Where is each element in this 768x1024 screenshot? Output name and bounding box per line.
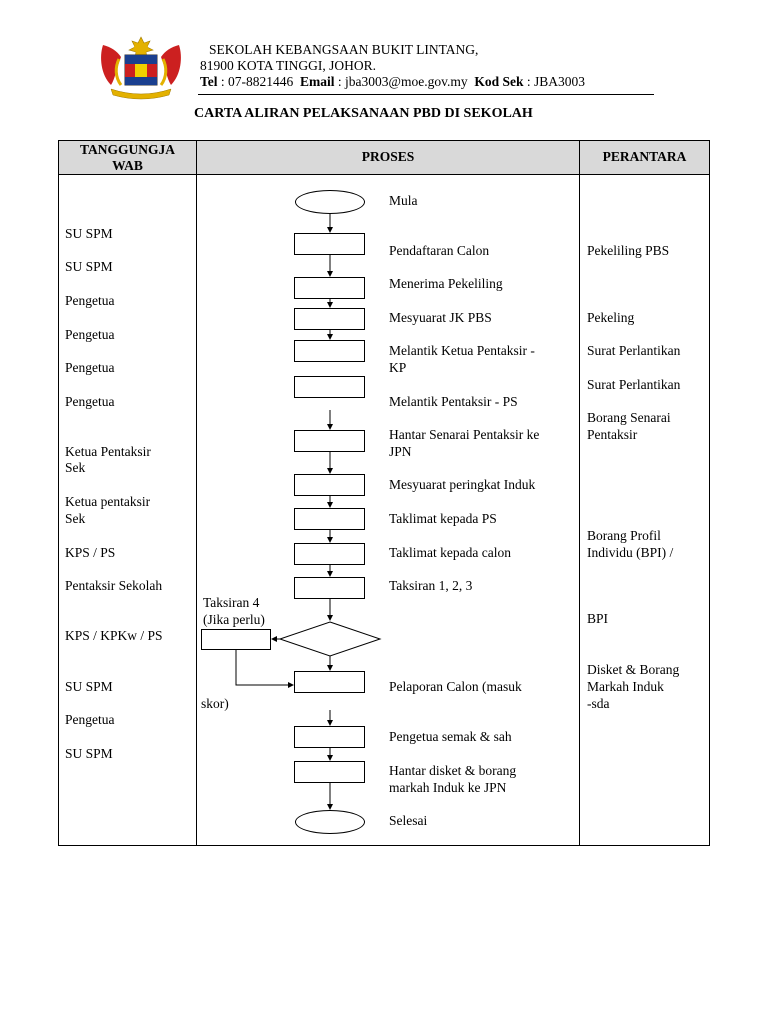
responsible-item: Pengetua (65, 712, 115, 727)
tel-value: : 07-8821446 (220, 74, 294, 89)
step-label: KP (389, 360, 407, 375)
school-name: SEKOLAH KEBANGSAAN BUKIT LINTANG, (209, 42, 479, 57)
step-label: Taklimat kepada calon (389, 545, 512, 560)
col-header-medium: PERANTARA (602, 149, 687, 164)
col-header-responsible-line1: TANGGUNGJA (79, 142, 175, 157)
email-value: : jba3003@moe.gov.my (337, 74, 468, 89)
step-label-continuation: skor) (201, 696, 229, 711)
side-note-line1: Taksiran 4 (203, 595, 260, 610)
medium-item: Pekeling (587, 310, 635, 325)
step-label: Pelaporan Calon (masuk (389, 679, 522, 694)
medium-item: BPI (587, 611, 609, 626)
step-label: JPN (389, 444, 412, 459)
responsible-item: SU SPM (65, 259, 113, 274)
side-note-line2: (Jika perlu) (203, 612, 265, 627)
responsible-item: Sek (65, 511, 86, 526)
responsible-item: SU SPM (65, 746, 113, 761)
medium-item: Individu (BPI) / (587, 545, 674, 560)
tel-label: Tel (200, 74, 218, 89)
decision-diamond (280, 622, 380, 656)
medium-item: Surat Perlantikan (587, 343, 681, 358)
code-label: Kod Sek (474, 74, 524, 89)
responsible-item: Ketua Pentaksir (65, 444, 151, 459)
step-label: Selesai (389, 813, 428, 828)
medium-item: Disket & Borang (587, 662, 680, 677)
col-header-responsible-line2: WAB (112, 158, 143, 173)
medium-item: Borang Senarai (587, 410, 671, 425)
responsible-item: SU SPM (65, 226, 113, 241)
step-label: Melantik Pentaksir - PS (389, 394, 518, 409)
medium-item: Pentaksir (587, 427, 638, 442)
responsible-item: Sek (65, 460, 86, 475)
responsible-item: Pentaksir Sekolah (65, 578, 163, 593)
responsible-item: Pengetua (65, 394, 115, 409)
step-label: markah Induk ke JPN (389, 780, 507, 795)
step-label: Taksiran 1, 2, 3 (389, 578, 473, 593)
responsible-item: Ketua pentaksir (65, 494, 151, 509)
step-label: Pengetua semak & sah (389, 729, 512, 744)
responsible-item: SU SPM (65, 679, 113, 694)
responsible-item: Pengetua (65, 293, 115, 308)
email-label: Email (300, 74, 335, 89)
document-title: CARTA ALIRAN PELAKSANAAN PBD DI SEKOLAH (194, 106, 533, 121)
step-label: Mula (389, 193, 418, 208)
step-label: Menerima Pekeliling (389, 276, 503, 291)
medium-item: Pekeliling PBS (587, 243, 670, 258)
step-label: Taklimat kepada PS (389, 511, 497, 526)
code-value: : JBA3003 (526, 74, 585, 89)
step-label: Pendaftaran Calon (389, 243, 490, 258)
responsible-item: KPS / PS (65, 545, 116, 560)
responsible-item: Pengetua (65, 327, 115, 342)
step-label: Hantar Senarai Pentaksir ke (389, 427, 540, 442)
step-label: Hantar disket & borang (389, 763, 517, 778)
medium-item: Surat Perlantikan (587, 377, 681, 392)
medium-item: -sda (587, 696, 610, 711)
col-header-process: PROSES (361, 149, 415, 164)
step-label: Mesyuarat JK PBS (389, 310, 492, 325)
medium-item: Markah Induk (587, 679, 664, 694)
flow-arrow (236, 650, 293, 685)
responsible-item: Pengetua (65, 360, 115, 375)
responsible-item: KPS / KPKw / PS (65, 628, 163, 643)
step-label: Melantik Ketua Pentaksir - (389, 343, 535, 358)
school-address: 81900 KOTA TINGGI, JOHOR. (200, 58, 377, 73)
medium-item: Borang Profil (587, 528, 661, 543)
step-label: Mesyuarat peringkat Induk (389, 477, 536, 492)
